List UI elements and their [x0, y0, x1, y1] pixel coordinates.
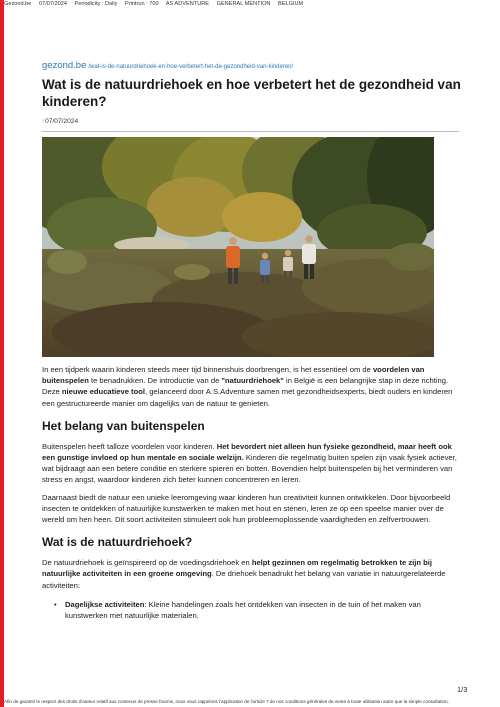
header-periodicity: Periodicity : Daily [74, 1, 118, 7]
intro-paragraph [42, 364, 460, 409]
copyright-footer: Afin de garantir le respect des droits d'auteur relatif aux contenus de presse fournis, nous vous rappelons l'application de l'article 7 de nos conditions générales de vente à toute utilisation autre que la simple consultation. [4, 699, 449, 704]
activity-list [54, 599, 460, 621]
article-date [42, 117, 78, 125]
section2-paragraph [42, 557, 460, 591]
section-heading-natuurdriehoek: Wat is de natuurdriehoek? [42, 535, 193, 550]
left-accent-bar [0, 0, 4, 707]
section-heading-buitenspelen: Het belang van buitenspelen [42, 418, 205, 433]
header-tag: GENERAL MENTION [216, 1, 271, 7]
list-item-bold: Dagelijkse activiteiten [65, 599, 145, 609]
article-photo [42, 137, 434, 357]
paragraph-text: . De driehoek benadrukt het belang van variatie in natuurgerelateerde activiteiten: [42, 569, 446, 590]
section1-paragraph [42, 441, 460, 486]
paragraph-text: Kinderen die regelmatig buiten spelen zijn vaak fysiek actiever, wat bijdraagt aan een betere conditie en sterkere spieren en botten. Bovendien helpt buitenspelen bij het verminderen van stress en angst, waardoor kinderen zich beter kunnen concentreren en leren. [42, 453, 457, 485]
intro-text: in België is een belangrijke stap in deze richting. Deze [42, 376, 449, 397]
date-marker-icon: ⁝ [42, 118, 45, 125]
header-date: 07/07/2024 [38, 1, 67, 7]
header-printrun: Printrun : 700 [124, 1, 159, 7]
list-item [54, 599, 460, 621]
paragraph-bold: helpt gezinnen om regelmatig betrokken te zijn bij natuurlijke activiteiten in een groene omgeving [42, 558, 432, 579]
clipping-header [4, 1, 309, 7]
paragraph-text: Buitenspelen heeft talloze voordelen voor kinderen. [42, 441, 217, 451]
header-tag: BELGIUM [278, 1, 304, 7]
page-number: 1/3 [457, 685, 468, 694]
list-item-text: : Kleine handelingen zoals het ontdekken van insecten in de tuin of het maken van kunstwerken met natuurlijke materialen. [65, 599, 421, 621]
intro-bold: voordelen van buitenspelen [42, 365, 425, 386]
paragraph-bold: Het bevordert niet alleen hun fysieke gezondheid, maar heeft ook een gunstige invloed op hun mentale en sociale welzijn. [42, 441, 452, 463]
source-path[interactable]: /wat-is-de-natuurdriehoek-en-hoe-verbetert-het-de-gezondheid-van-kinderen/ [88, 64, 294, 70]
title-divider [42, 131, 459, 132]
paragraph-text: De natuurdriehoek is geïnspireerd op de voedingsdriehoek en [42, 558, 252, 568]
intro-text: te benadrukken. De introductie van de [88, 376, 222, 386]
intro-bold: nieuwe educatieve tool [61, 387, 145, 397]
article-date-text: 07/07/2024 [45, 118, 79, 125]
article-body [42, 364, 460, 621]
heathland-family-photo [42, 137, 434, 357]
header-site: Gezond.be [4, 1, 32, 7]
section1-paragraph-2: Daarnaast biedt de natuur een unieke leeromgeving waar kinderen hun creativiteit kunnen ontwikkelen. Door bijvoorbeeld insecten te ontdekken of natuurlijke kunstwerken te maken met hout en stenen, leren ze op een speelse manier over de wereld om hen heen. Dit soort activiteiten stimuleert ook hun probleemoplossende vaardigheden en zelfvertrouwen. [42, 492, 451, 525]
intro-bold: "natuurdriehoek" [221, 376, 284, 386]
intro-text: , gelanceerd door A.S.Adventure samen met gezondheidsexperts, biedt ouders en kinderen een gestructureerde manier om dagelijks van de natuur te genieten. [42, 387, 453, 408]
header-tag: AS ADVENTURE [165, 1, 210, 7]
source-link[interactable] [42, 55, 293, 73]
source-site[interactable]: gezond.be [42, 60, 87, 71]
article-title: Wat is de natuurdriehoek en hoe verbetert het de gezondheid van kinderen? [42, 77, 461, 109]
bullet-icon: • [54, 599, 57, 609]
intro-text: In een tijdperk waarin kinderen steeds meer tijd binnenshuis doorbrengen, is het essentieel om de [42, 365, 373, 374]
